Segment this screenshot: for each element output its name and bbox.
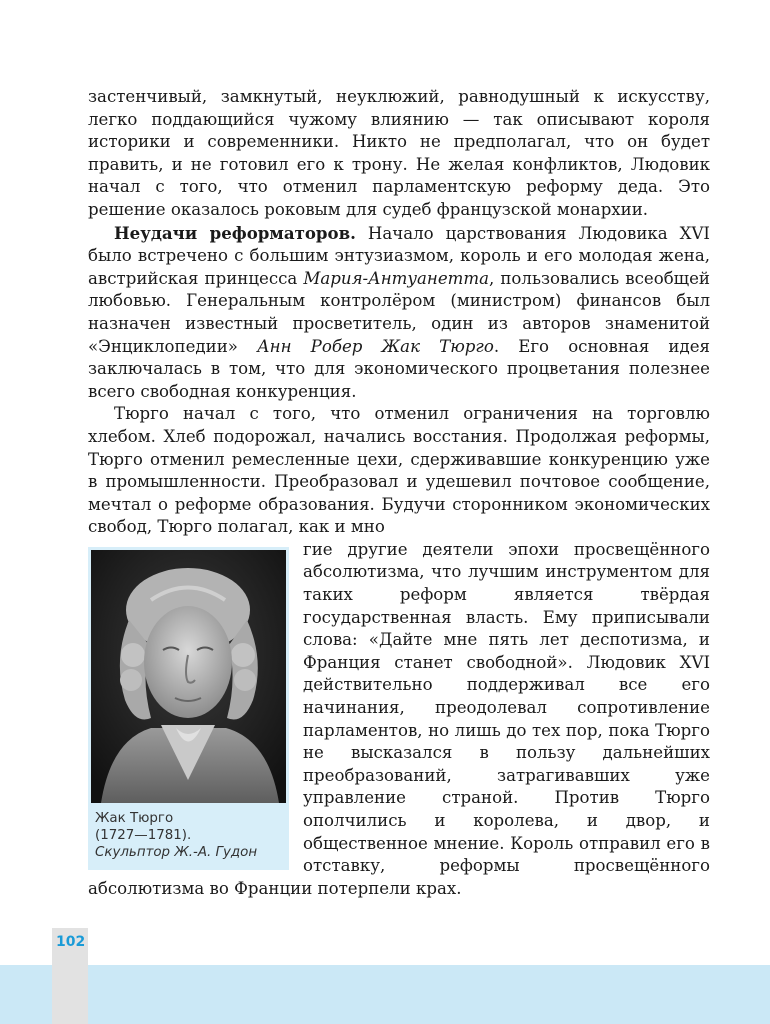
portrait-caption <box>88 803 289 870</box>
paragraph-2-text-3: . Его основная идея заключалась в том, что для экономического процветания полезнее всего свободная конкуренция. <box>88 336 711 401</box>
person-name-turgot: Анн Робер Жак Тюрго <box>257 336 494 356</box>
section-heading: Неудачи реформаторов. <box>114 222 356 243</box>
portrait-figure <box>88 547 289 870</box>
paragraph-2-text-1: Начало царствования Людовика XVI было встречено с большим энтузиазмом, король и его молодая жена, австрийская принцесса <box>88 223 710 288</box>
page-number: 102 <box>56 934 86 950</box>
caption-years: (1727—1781). <box>95 827 192 843</box>
paragraph-1: застенчивый, замкнутый, неуклюжий, равнодушный к искусству, легко поддающийся чужому влиянию — так описывают короля историки и современники. Никто не предполагал, что он будет править, и не готовил его к трону. Не желая конфликтов, Людовик начал с того, что отменил парламентскую реформу деда. Это решение оказалось роковым для судеб французской монархии. <box>88 87 710 219</box>
caption-sculptor: Скульптор Ж.-А. Гудон <box>95 844 258 860</box>
paragraph-2-text-2: , пользовались всеобщей любовью. Генеральным контролёром (министром) финансов был назначен известный просветитель, один из авторов знаменитой «Энциклопедии» <box>88 268 710 356</box>
caption-name: Жак Тюрго <box>95 810 174 826</box>
page-body <box>88 86 710 900</box>
paragraph-2 <box>88 222 710 404</box>
paragraph-3-continued: гие другие деятели эпохи просвещённого абсолютизма, что лучшим инструментом для таких реформ является твёрдая государственная власть. Ему приписывали слова: «Дайте мне пять лет деспотизма, и Франция станет свободной». Людовик XVI действительно поддерживал все его начинания, преодолевал сопротивление парламентов, но лишь до тех пор, пока Тюрго не высказался в пользу дальнейших преобразований, затрагивавших уже управление страной. Против Тюрго ополчились и королева, и двор, и общественное мнение. Король отправил его в отставку, реформы просвещённого абсолютизма во Франции потерпели крах. <box>88 539 710 898</box>
turgot-bust-portrait <box>91 550 286 803</box>
person-name-marie-antoinette: Мария-Антуанетта <box>303 268 490 288</box>
paragraph-3: Тюрго начал с того, что отменил ограничения на торговлю хлебом. Хлеб подорожал, начались восстания. Продолжая реформы, Тюрго отменил ремесленные цехи, сдерживавшие конкуренцию уже в промышленности. Преобразовал и удешевил почтовое сообщение, мечтал о реформе образования. Будучи сторонником экономических свобод, Тюрго полагал, как и мно <box>88 404 710 537</box>
page-bottom-band <box>0 965 770 1024</box>
